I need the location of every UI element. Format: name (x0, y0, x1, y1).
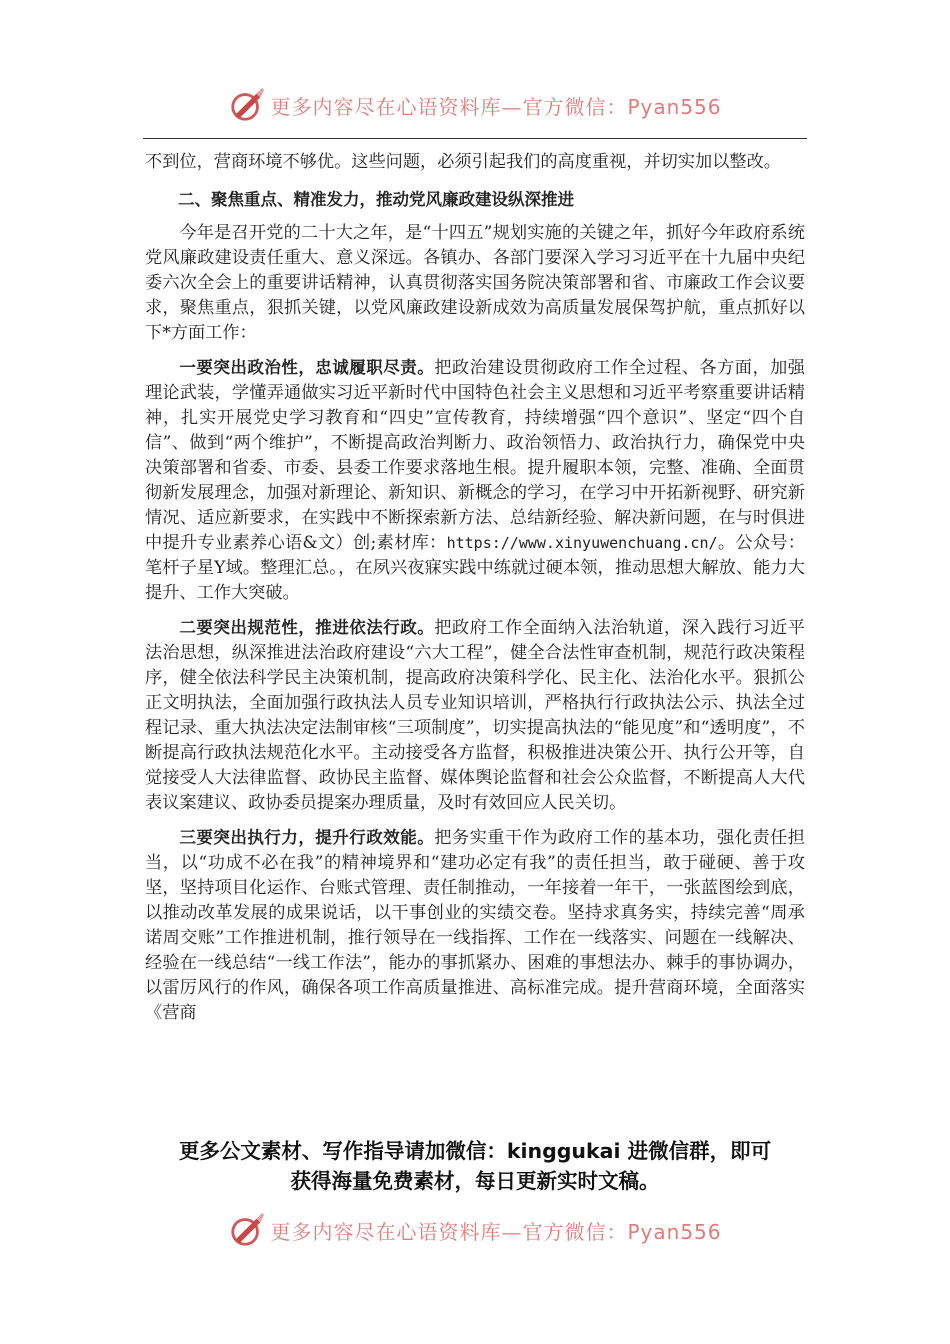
promo-notice (145, 1136, 805, 1196)
wechat-id: Pyan556 (627, 1219, 722, 1244)
banner-text: 更多内容尽在心语资料库—官方微信：Pyan556 (270, 1219, 722, 1244)
point-1-lead: 一要突出政治性，忠诚履职尽责。 (179, 358, 435, 377)
paragraph-point-3: 三要突出执行力，提升行政效能。把务实重干作为政府工作的基本功，强化责任担当，以“功成不必在我”的精神境界和“建功必定有我”的责任担当，敢于碰硬、善于攻坚，坚持项目化运作、台账式管理、责任制推动，一年接着一年干，一张蓝图绘到底，以推动改革发展的成果说话，以干事创业的实绩交卷。坚持求真务实，持续完善“周承诺周交账”工作推进机制，推行领导在一线指挥、工作在一线落实、问题在一线解决、经验在一线总结“一线工作法”，能办的事抓紧办、困难的事想法办、棘手的事协调办，以雷厉风行的作风，确保各项工作高质量推进、高标准完成。提升营商环境，全面落实《营商 (145, 828, 805, 1023)
header-divider (143, 138, 807, 139)
banner-text: 更多内容尽在心语资料库—官方微信：Pyan556 (270, 94, 722, 119)
source-url: https://www.xinyuwenchuang.cn/ (446, 534, 718, 552)
wechat-id: Pyan556 (627, 94, 722, 119)
paragraph-continued: 不到位，营商环境不够优。这些问题，必须引起我们的高度重视，并切实加以整改。 (145, 152, 781, 172)
promo-line-2: 获得海量免费素材，每日更新实时文稿。 (290, 1169, 660, 1193)
promo-line-1: 更多公文素材、写作指导请加微信：kinggukai 进微信群，即可 (178, 1139, 772, 1163)
pen-logo-icon (228, 86, 266, 124)
pen-logo-icon (228, 1211, 266, 1249)
point-2-lead: 二要突出规范性，推进依法行政。 (179, 618, 435, 637)
point-3-lead: 三要突出执行力，提升行政效能。 (179, 828, 435, 847)
paragraph-intro: 今年是召开党的二十大之年，是“十四五”规划实施的关键之年，抓好今年政府系统党风廉政建设责任重大、意义深远。各镇办、各部门要深入学习习近平在十九届中央纪委六次全会上的重要讲话精神，认真贯彻落实国务院决策部署和省、市廉政工作会议要求，聚焦重点，狠抓关键，以党风廉政建设新成效为高质量发展保驾护航，重点抓好以下*方面工作： (145, 223, 805, 343)
paragraph-point-1: 一要突出政治性，忠诚履职尽责。把政治建设贯彻政府工作全过程、各方面，加强理论武装，学懂弄通做实习近平新时代中国特色社会主义思想和习近平考察重要讲话精神，扎实开展党史学习教育和“四史”宣传教育，持续增强“四个意识”、坚定“四个自信”、做到“两个维护”，不断提高政治判断力、政治领悟力、政治执行力，确保党中央决策部署和省委、市委、县委工作要求落地生根。提升履职本领，完整、准确、全面贯彻新发展理念，加强对新理论、新知识、新概念的学习，在学习中开拓新视野、研究新情况、适应新要求，在实践中不断探索新方法、总结新经验、解决新问题，在与时俱进中提升专业素养心语&文）创;素材库：https://www.xinyuwenchuang.cn/。公众号：笔杆子星Y域。整理汇总。，在夙兴夜寐实践中练就过硬本领，推动思想大解放、能力大提升、工作大突破。 (145, 358, 805, 603)
paragraph-point-2: 二要突出规范性，推进依法行政。把政府工作全面纳入法治轨道，深入践行习近平法治思想，纵深推进法治政府建设“六大工程”，健全合法性审查机制，规范行政决策程序，健全依法科学民主决策机制，提高政府决策科学化、民主化、法治化水平。狠抓公正文明执法，全面加强行政执法人员专业知识培训，严格执行行政执法公示、执法全过程记录、重大执法决定法制审核“三项制度”，切实提高执法的“能见度”和“透明度”，不断提高行政执法规范化水平。主动接受各方监督，积极推进决策公开、执行公开等，自觉接受人大法律监督、政协民主监督、媒体舆论监督和社会公众监督，不断提高人大代表议案建议、政协委员提案办理质量，及时有效回应人民关切。 (145, 618, 805, 813)
footer-banner (0, 1205, 950, 1255)
section-heading: 二、聚焦重点、精准发力，推动党风廉政建设纵深推进 (178, 190, 574, 209)
header-banner (0, 80, 950, 130)
document-body (145, 150, 805, 1026)
